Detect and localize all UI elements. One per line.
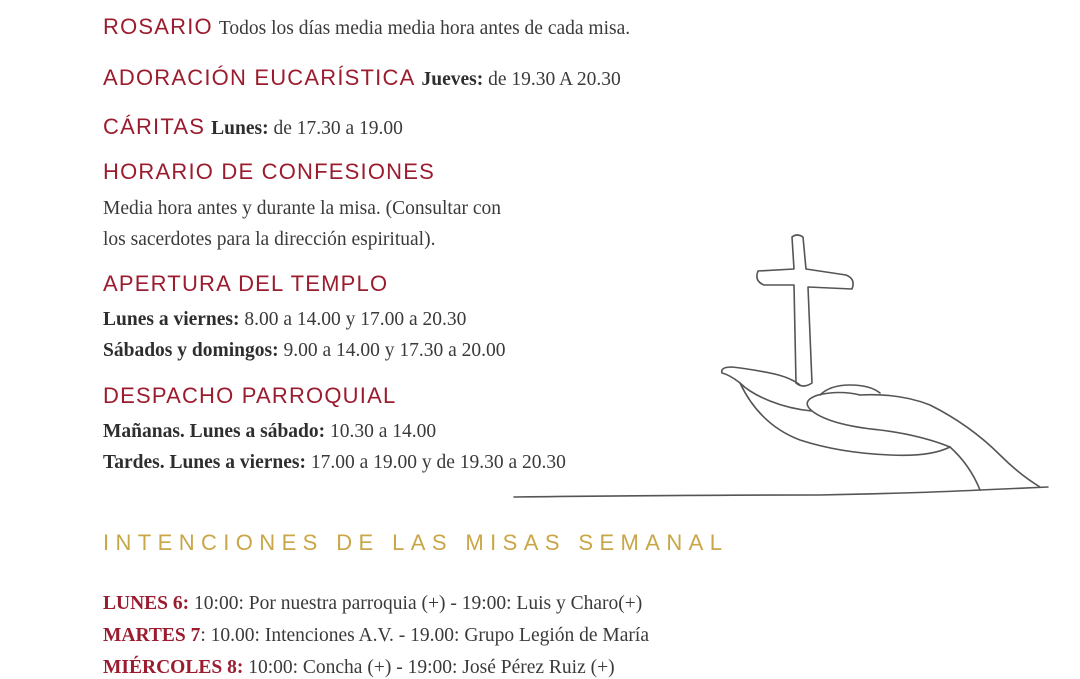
caritas-label: Lunes: (211, 118, 269, 139)
intencion-row (103, 657, 615, 679)
cross-in-hand-icon (500, 225, 1060, 515)
apertura-row-2-text: 9.00 a 14.00 y 17.30 a 20.00 (278, 340, 506, 361)
apertura-title: APERTURA DEL TEMPLO (103, 271, 389, 296)
despacho-row-1-text: 10.30 a 14.00 (325, 421, 437, 442)
rosario-title: ROSARIO (103, 14, 213, 39)
despacho-row-2-text: 17.00 a 19.00 y de 19.30 a 20.30 (305, 452, 566, 473)
intencion-day: LUNES 6: (103, 593, 190, 614)
confesiones-line-2: los sacerdotes para la dirección espiritual). (103, 229, 436, 250)
despacho-row-1-label: Mañanas. Lunes a sábado: (103, 421, 326, 442)
confesiones-line-1: Media hora antes y durante la misa. (Consultar con (103, 198, 502, 219)
adoracion-section (103, 65, 621, 91)
apertura-row-2 (103, 340, 506, 362)
adoracion-schedule (421, 69, 620, 90)
intencion-row (103, 593, 642, 615)
adoracion-label: Jueves: (421, 69, 484, 90)
caritas-section (103, 114, 403, 140)
despacho-title: DESPACHO PARROQUIAL (103, 383, 397, 408)
intencion-day: MIÉRCOLES 8: (103, 657, 244, 678)
intencion-text: 10:00: Concha (+) - 19:00: José Pérez Ruiz (+) (243, 657, 615, 678)
apertura-row-2-label: Sábados y domingos: (103, 340, 279, 361)
intencion-day: MARTES 7 (103, 625, 201, 646)
rosario-text: Todos los días media media hora antes de cada misa. (218, 18, 631, 39)
intencion-text: 10:00: Por nuestra parroquia (+) - 19:00: Luis y Charo(+) (189, 593, 643, 614)
adoracion-text: de 19.30 A 20.30 (483, 69, 621, 90)
intenciones-heading: INTENCIONES DE LAS MISAS SEMANAL (103, 530, 729, 555)
caritas-schedule (211, 118, 403, 139)
caritas-text: de 17.30 a 19.00 (268, 118, 403, 139)
despacho-row-1 (103, 421, 436, 443)
rosario-section (103, 14, 630, 40)
apertura-row-1 (103, 309, 466, 331)
adoracion-title: ADORACIÓN EUCARÍSTICA (103, 65, 416, 90)
intencion-row (103, 625, 649, 647)
despacho-row-2-label: Tardes. Lunes a viernes: (103, 452, 306, 473)
apertura-row-1-text: 8.00 a 14.00 y 17.00 a 20.30 (239, 309, 467, 330)
apertura-row-1-label: Lunes a viernes: (103, 309, 240, 330)
intencion-text: : 10.00: Intenciones A.V. - 19.00: Grupo Legión de María (200, 625, 649, 646)
despacho-row-2 (103, 452, 566, 474)
caritas-title: CÁRITAS (103, 114, 206, 139)
confesiones-title: HORARIO DE CONFESIONES (103, 159, 435, 184)
